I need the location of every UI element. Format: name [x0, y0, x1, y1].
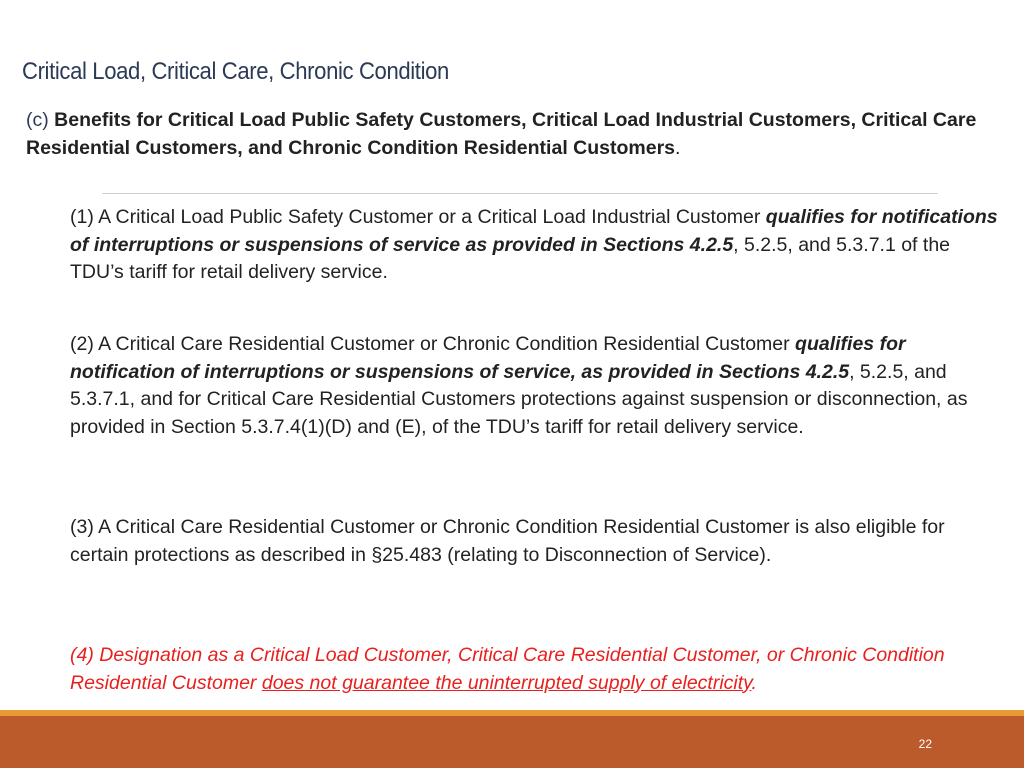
paragraph-4-tail: .: [751, 671, 757, 694]
paragraph-4-underlined: does not guarantee the uninterrupted supply of electricity: [261, 671, 752, 694]
page-number: 22: [918, 737, 932, 751]
slide-title: Critical Load, Critical Care, Chronic Condition: [22, 58, 449, 85]
section-intro: [26, 106, 986, 162]
section-heading: Benefits for Critical Load Public Safety Customers, Critical Load Industrial Customers, Critical Care Residential Customers, and Chronic Condition Residential Customers: [26, 109, 977, 159]
paragraph-1-text: (1) A Critical Load Public Safety Customer or a Critical Load Industrial Customer: [70, 206, 766, 228]
divider-line: [102, 193, 938, 194]
paragraph-1-emphasis: qualifies for notifications of interruptions or suspensions of service as provided in Sections 4.2.5: [70, 206, 998, 256]
paragraph-2-text: (2) A Critical Care Residential Customer or Chronic Condition Residential Customer: [70, 333, 796, 355]
footer-bar: [0, 716, 1024, 768]
paragraph-3-text: (3) A Critical Care Residential Customer or Chronic Condition Residential Customer is also eligible for certain protections as described in §25.483 (relating to Disconnection of Service).: [70, 516, 945, 566]
paragraph-2-emphasis: qualifies for notification of interruptions or suspensions of service, as provided in Sections 4.2.5: [70, 333, 906, 383]
paragraph-4: [70, 642, 1005, 697]
paragraph-4-text: (4) Designation as a Critical Load Customer, Critical Care Residential Customer, or Chronic Condition Residential Customer: [70, 644, 945, 694]
paragraph-2: [70, 331, 1005, 441]
paragraph-1: [70, 204, 1005, 287]
paragraph-2-tail: , 5.2.5, and 5.3.7.1, and for Critical Care Residential Customers protections against suspension or disconnection, as provided in Section 5.3.7.4(1)(D) and (E), of the TDU’s tariff for retail delivery service.: [70, 360, 968, 438]
paragraph-3: [70, 514, 1005, 569]
section-suffix: .: [675, 137, 681, 159]
section-prefix: (c): [26, 109, 55, 131]
paragraph-1-tail: , 5.2.5, and 5.3.7.1 of the TDU’s tariff for retail delivery service.: [70, 233, 951, 283]
